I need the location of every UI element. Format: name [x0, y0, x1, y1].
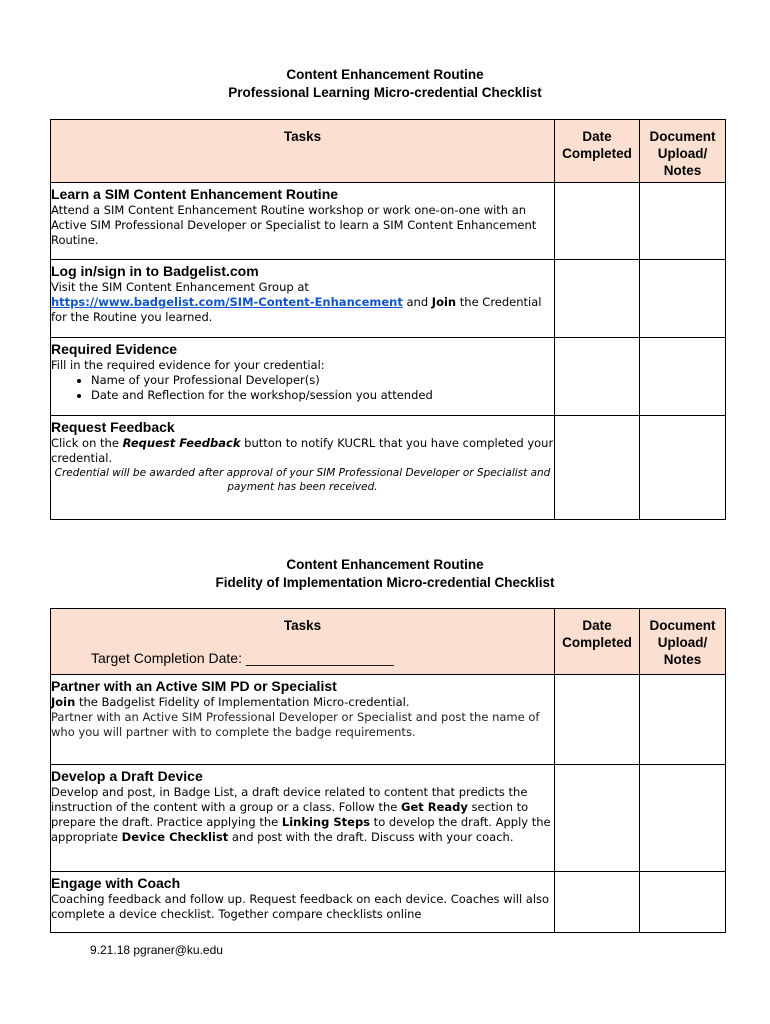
- document-upload-header: Document Upload/ Notes: [640, 120, 726, 183]
- table-row: [51, 416, 726, 520]
- task-heading: Request Feedback: [51, 419, 175, 435]
- task-heading: Learn a SIM Content Enhancement Routine: [51, 186, 339, 202]
- section2-title-line1: Content Enhancement Routine: [286, 557, 484, 572]
- section2-title-line2: Fidelity of Implementation Micro-credential Checklist: [215, 575, 555, 590]
- date-completed-cell[interactable]: [555, 872, 640, 933]
- table-row: [51, 765, 726, 872]
- task-draft-device: [51, 765, 555, 872]
- professional-learning-checklist-table: [50, 119, 726, 520]
- evidence-list: [51, 373, 554, 403]
- document-upload-header: Document Upload/ Notes: [640, 609, 726, 675]
- date-completed-header: Date Completed: [555, 120, 640, 183]
- task-description: Partner with an Active SIM Professional Developer or Specialist and post the name of who you will partner with to complete the badge requirements.: [51, 710, 540, 739]
- list-item: • Date and Reflection for the workshop/session you attended: [91, 388, 554, 403]
- task-description: Visit the SIM Content Enhancement Group at https://www.badgelist.com/SIM-Content-Enhancement and Join the Credential for the Routine you learned.: [51, 280, 542, 324]
- badgelist-link[interactable]: https://www.badgelist.com/SIM-Content-Enhancement: [51, 295, 403, 309]
- footer: 9.21.18 pgraner@ku.edu: [90, 943, 223, 957]
- task-description: Attend a SIM Content Enhancement Routine workshop or work one-on-one with an Active SIM Professional Developer or Specialist to learn a SIM Content Enhancement Routine.: [51, 203, 537, 247]
- task-engage-coach: [51, 872, 555, 933]
- table-row: [51, 675, 726, 765]
- task-heading: Log in/sign in to Badgelist.com: [51, 263, 259, 279]
- task-description: Coaching feedback and follow up. Request feedback on each device. Coaches will also complete a device checklist. Together compare checklists online: [51, 892, 550, 921]
- fidelity-checklist-table: [50, 608, 726, 933]
- section1-title: [0, 66, 770, 102]
- task-required-evidence: [51, 338, 555, 416]
- task-partner: [51, 675, 555, 765]
- task-heading: Required Evidence: [51, 341, 178, 357]
- table-row: [51, 338, 726, 416]
- table-row: [51, 260, 726, 338]
- task-log-in: [51, 260, 555, 338]
- document-upload-cell[interactable]: [640, 183, 726, 260]
- award-note: Credential will be awarded after approval of your SIM Professional Developer or Specialist and payment has been received.: [54, 467, 551, 493]
- date-completed-cell[interactable]: [555, 416, 640, 520]
- date-completed-header: Date Completed: [555, 609, 640, 675]
- date-completed-cell[interactable]: [555, 183, 640, 260]
- document-upload-cell[interactable]: [640, 872, 726, 933]
- document-upload-cell[interactable]: [640, 416, 726, 520]
- date-completed-cell[interactable]: [555, 338, 640, 416]
- task-description: Join the Badgelist Fidelity of Implementation Micro-credential.: [51, 695, 410, 709]
- request-feedback-label: Request Feedback: [122, 436, 241, 450]
- document-upload-cell[interactable]: [640, 765, 726, 872]
- task-learn-routine: [51, 183, 555, 260]
- task-description: Develop and post, in Badge List, a draft device related to content that predicts the instruction of the content with a group or a class. Follow the Get Ready section to prepare the draft. Practice applying the Linking Steps to develop the draft. Apply the appropriate Device Checklist and post with the draft. Discuss with your coach.: [51, 785, 551, 844]
- table-header-row: [51, 120, 726, 183]
- table-row: [51, 872, 726, 933]
- document-upload-cell[interactable]: [640, 260, 726, 338]
- document-upload-cell[interactable]: [640, 338, 726, 416]
- join-label: Join: [51, 695, 76, 709]
- table-row: [51, 183, 726, 260]
- list-item: • Name of your Professional Developer(s): [91, 373, 554, 388]
- section1-title-line1: Content Enhancement Routine: [286, 67, 484, 82]
- tasks-header: Tasks Target Completion Date: ___________________: [51, 609, 555, 675]
- date-completed-cell[interactable]: [555, 765, 640, 872]
- task-request-feedback: [51, 416, 555, 520]
- task-description: Fill in the required evidence for your credential:: [51, 358, 325, 372]
- date-completed-cell[interactable]: [555, 260, 640, 338]
- section2-title: [0, 556, 770, 592]
- document-upload-cell[interactable]: [640, 675, 726, 765]
- table-header-row: [51, 609, 726, 675]
- task-description: Click on the Request Feedback button to notify KUCRL that you have completed your credential.: [51, 436, 554, 465]
- tasks-header: Tasks: [51, 120, 555, 183]
- task-heading: Engage with Coach: [51, 875, 181, 891]
- section1-title-line2: Professional Learning Micro-credential Checklist: [228, 85, 542, 100]
- task-heading: Partner with an Active SIM PD or Specialist: [51, 678, 337, 694]
- date-completed-cell[interactable]: [555, 675, 640, 765]
- target-completion-date: Target Completion Date: ___________________: [91, 650, 394, 666]
- join-label: Join: [431, 295, 457, 309]
- task-heading: Develop a Draft Device: [51, 768, 203, 784]
